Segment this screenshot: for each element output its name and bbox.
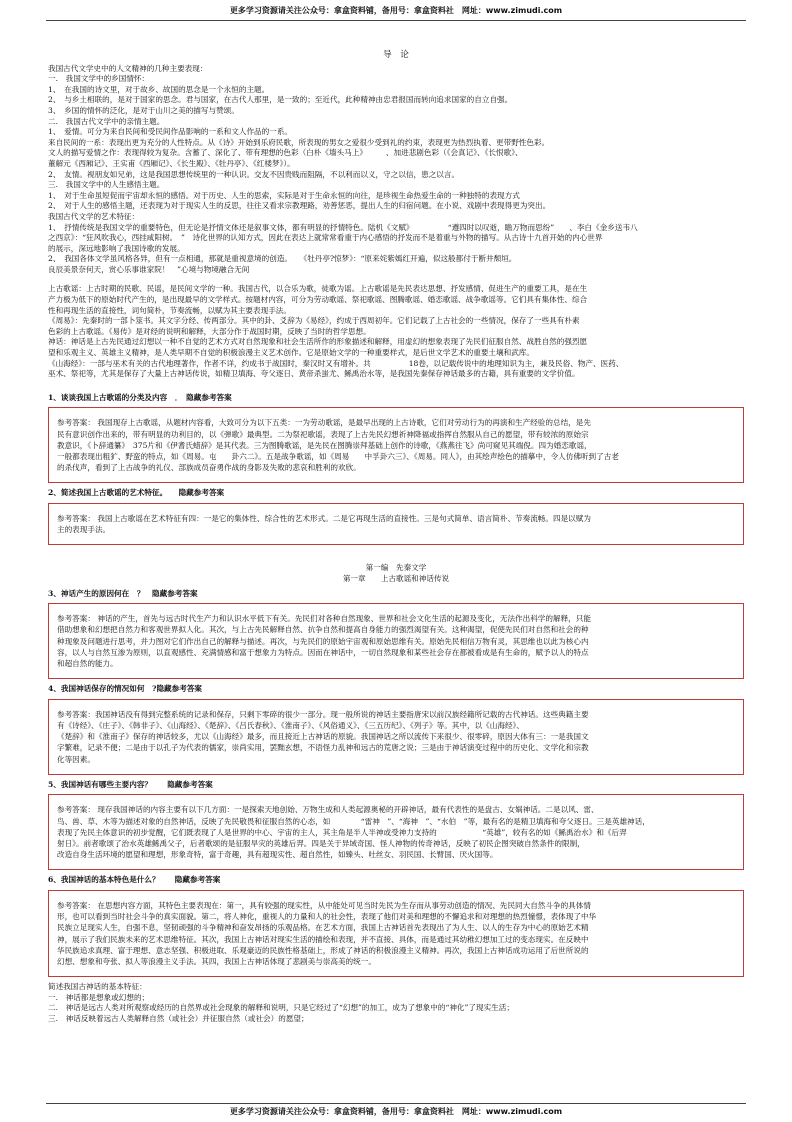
intro-line: 二. 我国古代文学中的亲情主题。 [48,116,165,126]
closing-line: 三. 神话反映着远古人类解释自然（或社会）并征服自然（或社会）的愿望； [48,1014,309,1024]
answer-line: 字繁难，记录不便；二是由于以孔子为代表的儒家，崇尚实用，罢黜玄想，不语怪力乱神和远古的荒唐之说；三是由于神话演变过程中的历史化、文学化和宗教 [57,743,589,753]
answer-line: 的杀伐声，看到了上古战争的礼仪、部族成员奋勇作战的身影及失败的悲哀和胜利的欢欣。 [57,463,361,473]
intro-line: 2、 与乡土相联的，是对于国家的思念。君与国家，在古代人那里，是一致的；至近代，此种精神由忠君报国而转向追求国家的自立自强。 [48,95,513,105]
answer-line: 一般都表现出粗犷、野蛮的特点，如《周易。屯 卦六二》。五是战争歌谣，如《周易 中孚卦六三》、《周易。同人》，由其绘声绘色的描摹中，令人仿佛听到了古老 [57,452,619,462]
answer-box [48,503,744,545]
answer-box [48,699,744,775]
answer-line: 民有意识创作出来的，带有明显的功利目的，以《弹歌》最典型。二为祭祀歌谣，表现了上古先民幻想祈神降福或指挥自然服从自己的愿望，带有较浓的原始宗 [57,429,589,439]
intro-line: 文人的描写爱情之作：表现得较为复杂。含蓄了、深化了、带有理想的色彩（白朴《墙头马上》 、加进悲剧色彩（《会真记》、《长恨歌》、 [48,148,523,158]
intro-line: 2、 我国各体文学虽风格各异，但有一点相通，那就是重视意境的创造。 《牡丹亭?惊梦》：“原来姹紫嫣红开遍，似这般都付于断井颓垣。 [48,254,517,264]
term-line: 色彩的上古歌谣。《易传》是对经的说明和解释，大部分作于战国时期，反映了当时的哲学思想。 [48,326,371,336]
question-heading[interactable]: 2、简述我国上古歌谣的艺术特征。 隐藏参考答案 [48,488,225,498]
intro-line: 之西京》：“狂风吹我心，西挂咸阳树。 ” 诗化世界的认知方式，因此在表达上就常常看重于内心感悟的抒发而不是着重与外物的描写。从古诗十九首开始的内心世界 [48,233,603,243]
question-heading[interactable]: 1、谈谈我国上古歌谣的分类及内容 ． 隐藏参考答案 [48,392,232,402]
question-heading[interactable]: 6、我国神话的基本特色是什么？ 隐藏参考答案 [48,875,221,885]
question-heading[interactable]: 5、我国神话有哪些主要内容？ 隐藏参考答案 [48,779,213,789]
term-line: 产力极为低下的原始时代产生的，是出现最早的文学样式。按题材内容，可分为劳动歌谣、祭祀歌谣、图腾歌谣、婚恋歌谣、战争歌谣等。它们具有集体性、综合 [48,295,588,305]
answer-line: 教意识，《卜辞通纂》 375片和《伊耆氏蜡辞》是其代表。三为图腾歌谣，是先民在图腾崇拜基础上创作的诗歌，《燕燕往飞》尚可窥见其端倪。四为婚恋歌谣， [57,440,592,450]
answer-line: 华民族追求真理、富于理想、意志坚强、积极进取、乐观豪迈的民族性格基础上，形成了神话的积极浪漫主义精神。再次，我国上古神话成功运用了后世所说的 [57,945,589,955]
answer-line: 民族立足现实人生，自强不息，坚韧顽强的斗争精神和奋发昂扬的乐观品格。在艺术方面，我国上古神话首先表现出了为人生、以人的生存为中心的原始艺术精 [57,923,589,933]
answer-line: 借助想象和幻想把自然力和客观世界拟人化。其次，与上古先民解释自然、抗争自然和提高自身能力的强烈渴望有关。这种渴望，促使先民们对自然和社会的种 [57,625,589,635]
term-line: 《山海经》：一部与巫术有关的古代地理著作，作者不详，约成书于战国时，秦汉时又有增补。共 18卷，以记载传说中的地理知识为主，兼及民俗、物产、医药、 [48,358,624,368]
intro-line: 我国古代文学的艺术特征： [48,211,140,221]
answer-line: 参考答案： 我国现存上古歌谣，从题材内容看，大致可分为以下五类：一为劳动歌谣，是最早出现的上古诗歌，它们对劳动行为的再演和生产经验的总结，是先 [57,418,591,428]
answer-line: 种现象及问题进行思考，并力图对它们作出自己的解释与描述。再次，与先民们的原始宇宙观和原始思维有关。原始先民相信万物有灵，其思维也以此为核心内 [57,636,589,646]
term-line: 上古歌谣：上古时期的民歌、民谣，是民间文学的一种。我国古代，以合乐为歌，徒歌为谣。上古歌谣是先民表达思想、抒发感情、促进生产的重要工具，是在生 [48,284,588,294]
intro-line: 良辰美景奈何天，赏心乐事谁家院！ ”心境与物境融合无间 [48,264,250,274]
intro-line: 1、 在我国的诗文里，对于故乡、故国的思念是一个永恒的主题。 [48,84,270,94]
intro-line: 1、 爱情。可分为来自民间和受民间作品影响的一系和文人作品的一系。 [48,127,293,137]
answer-line: 有《诗经》、《庄子》、《韩非子》、《山海经》、《楚辞》、《吕氏春秋》、《淮南子》、《风俗通义》、《三五历纪》、《列子》等。其中，以《山海经》、 [57,721,524,731]
intro-line: 董解元《西厢记》、王实甫《西厢记》、《长生殿》、《牡丹亭》、《红楼梦》）。 [48,158,295,168]
answer-line: 参考答案： 神话的产生，首先与远古时代生产力和认识水平低下有关。先民们对各种自然现象、世界和社会文化生活的起源及变化，无法作出科学的解释，只能 [57,614,591,624]
answer-line: 表现了先民主体意识的初步觉醒，它们既表现了人是世界的中心、宇宙的主人，其主角是半人半神或受神力支持的 “英雄”，较有名的如《鲧禹治水》和《后羿 [57,827,627,837]
answer-line: 《楚辞》和《淮南子》保存的神话较多，尤以《山海经》最多，而且接近上古神话的原貌。我国神话之所以流传下来很少、很零碎，原因大体有三：一是我国文 [57,732,589,742]
answer-line: 改造自身生活环境的愿望和理想，形象奇特，富于奇趣，具有超现实性、超自然性，如臻头、吐丝女、羽民国、长臂国、厌火国等。 [57,850,498,860]
term-line: 望和乐观主义、英雄主义精神，是人类早期不自觉的积极浪漫主义艺术创作。它是原始文学的一种重要样式，是后世文学艺术的重要土壤和武库。 [48,348,534,358]
part-title: 第一编 先秦文学 [365,563,427,573]
term-line: 巫术、祭祀等，尤其是保存了大量上古神话传说，如精卫填海、夸父逐日、黄帝杀蚩尤、鲧禹治水等，是我国先秦保存神话最多的古籍，具有重要的文学价值。 [48,369,580,379]
intro-line: 我国古代文学史中的人文精神的几种主要表现： [48,63,208,73]
answer-line: 参考答案：我国神话没有得到完整系统的记录和保存，只剩下零碎的很少一部分。现一般所说的神话主要指唐宋以前汉族经籍所记载的古代神话。这些典籍主要 [57,709,589,719]
answer-line: 神，展示了我们民族未来的艺术思维特征。其次，我国上古神话对现实生活的描绘和表现，并不直接、具体，而是通过其幼稚幻想加工过的变态现实。在反映中 [57,934,589,944]
term-line: 《周易》：先秦时的一部卜筮书。其文字分经、传两部分。其中的卦、爻辞为《易经》，约成于西周初年。它们记载了上古社会的一些情况，保存了一些具有朴素 [48,316,580,326]
terms-section [48,284,744,379]
answer-line: 参考答案： 现存我国神话的内容主要有以下几方面：一是探索天地创始、万物生成和人类起源奥秘的开辟神话，最有代表性的是盘古、女娲神话。二是以风、雷、 [57,805,599,815]
term-line: 性和再现生活的直接性，词句简朴，节奏流畅，以赋为其主要表现手法。 [48,305,291,315]
answer-box [48,794,744,870]
answer-box [48,407,744,483]
answer-line: 射日》。前者歌颂了治水英雄鲧禹父子，后者歌颂的是征服旱灾的英雄后羿。四是关于异域奇国、怪人神物的传奇神话，反映了初民企图突破自然条件的限制， [57,839,585,849]
answer-line: 和超自然的能力。 [57,659,118,669]
intro-line: 1、 抒情传统是我国文学的重要特色，但无论是抒情文体还是叙事文体，都有明显的抒情特色。陆机《文赋》 “遵四时以叹逝，瞻万物而思纷” 、李白《金乡送韦八 [48,222,638,232]
answer-line: 幻想、想象和夸张、拟人等浪漫主义手法。其四，我国上古神话体现了悲剧美与崇高美的统一。 [57,957,376,967]
answer-line: 鸟、兽、草、木等为描述对象的自然神话，反映了先民敬畏和征服自然的心态，如 “雷神 ”、“海神 ”、“水伯 ”等，最有名的是精卫填海和夸父逐日。三是英雄神话， [57,816,650,826]
intro-line: 2、 对于人生的感悟主题，还表现为对于现实人生的反思，往往又看求宗教理路，劝善惩恶，提出人生的归宿问题。在小说、戏剧中表现得更为突出。 [48,201,551,211]
answer-line: 化等因素。 [57,754,95,764]
answer-line: 参考答案： 我国上古歌谣在艺术特征有四：一是它的集体性、综合性的艺术形式。二是它再现生活的直接性。三是句式简单、语言简朴、节奏流畅。四是以赋为 [57,514,591,524]
answer-line: 形，也可以看到当时社会斗争的真实面貌。第二，将人神化，重视人的力量和人的社会性，表现了他们对美和理想的不懈追求和对理想的热烈憧憬，表体现了中华 [57,912,597,922]
document-body [48,50,744,1025]
answer-box [48,890,744,977]
intro-line: 的展示，深远地影响了我国诗歌的发展。 [48,243,185,253]
closing-line: 一. 神话都是想象或幻想的； [48,992,150,1002]
question-heading[interactable]: 4、我国神话保存的情况如何 ?隐藏参考答案 [48,684,203,694]
question-heading[interactable]: 3、神话产生的原因何在 ？ 隐藏参考答案 [48,588,198,598]
intro-line: 1、 对于生命虽短促而宇宙却永恒的感悟。对于历史、人生的思索，实际是对于生命永恒的向往，是珍视生命热爱生命的一种独特的表现方式 [48,190,520,200]
intro-line: 2、 友情。视朋友如兄弟，这是我国思想传统里的一种认识。交友不因贵贱而阻隔，不以利而以义，守之以信，患之以言。 [48,169,460,179]
answer-line: 参考答案： 在思想内容方面，其特色主要表现在：第一，具有较强的现实性，从中能处可见当时先民为生存而从事劳动创造的情况、先民同大自然斗争的具体情 [57,901,591,911]
answer-line: 容，以人与自然互渗为原则，以直观感性、充满情感和富于想象力为特点。因而在神话中，一切自然现象和某些社会存在都被看成是有生命的，赋予以人的特点 [57,647,589,657]
answer-line: 主的表现手法。 [57,525,111,535]
closing-section [48,982,744,1024]
intro-line: 3、 乡国的情怀的泛化，是对于山川之美的描写与赞颂。 [48,105,239,115]
closing-line: 二. 神话是远古人类对所观察或经历的自然界或社会现象的解释和说明，只是它经过了“幻想”的加工，成为了想象中的“神化”了现实生活； [48,1003,514,1013]
intro-section [48,64,744,276]
chapter-title: 第一章 上古歌谣和神话传说 [342,574,450,584]
intro-title: 导 论 [383,50,409,60]
intro-line: 三. 我国文学中的人生感悟主题。 [48,180,165,190]
closing-line: 简述我国古神话的基本特征： [48,982,147,992]
page-header: 更多学习资源请关注公众号：拿盒资料铺，备用号：拿盒资料社 网址：www.zimudi.com [0,6,792,17]
term-line: 神话：神话是上古先民通过幻想以一种不自觉的艺术方式对自然现象和社会生活所作的形象描述和解释，用虚幻的想象表现了先民们征服自然、战胜自然的强烈愿 [48,337,588,347]
intro-line: 一. 我国文学中的乡国情怀： [48,74,150,84]
page-footer: 更多学习资源请关注公众号：拿盒资料铺，备用号：拿盒资料社 网址：www.zimudi.com [0,1107,792,1118]
intro-line: 来自民间的一系：表现出更为充分的人性特点。从《诗》开始到乐府民歌，所表现的男女之爱很少受到礼的约束，表现更为热烈执着、更带野性色彩。 [48,137,550,147]
answer-box [48,603,744,679]
